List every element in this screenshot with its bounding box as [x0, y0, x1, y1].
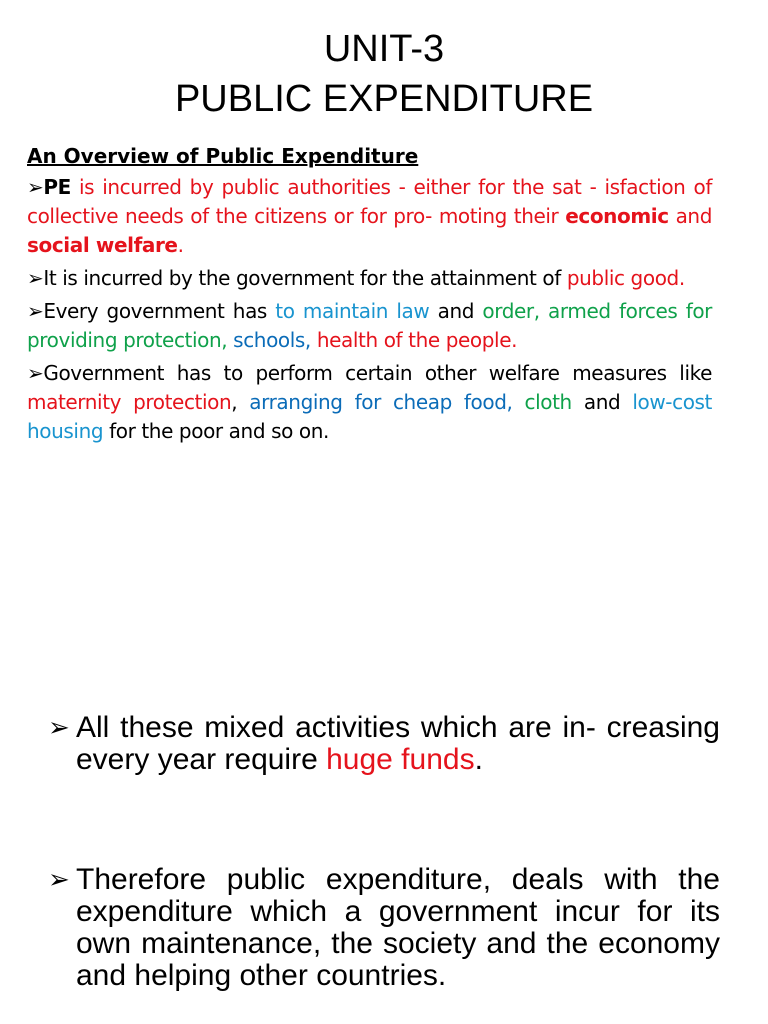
economic-term: economic [565, 204, 669, 228]
arrow-bullet-icon: ➢ [27, 266, 44, 290]
maternity-term: maternity protection [27, 390, 232, 414]
conclusion-text: Therefore public expenditure, deals with the expenditure which a government incur for its own maintenance, the society and the economy and helping other countries. [76, 863, 720, 992]
overview-point-government-duties [27, 297, 712, 355]
poor-text: for the poor and so on. [103, 419, 329, 443]
health-term: health of the people. [310, 328, 518, 352]
arrow-bullet-icon: ➢ [48, 713, 70, 743]
cloth-term: cloth [512, 390, 572, 414]
arrow-bullet-icon: ➢ [27, 299, 44, 323]
huge-funds-text: All these mixed activities which are in- creasing every year require [76, 711, 720, 776]
arrow-bullet-icon: ➢ [27, 361, 44, 385]
period: . [474, 743, 483, 776]
bottom-point-conclusion [48, 864, 720, 992]
schools-term: schools, [227, 328, 311, 352]
and-text: and [668, 204, 712, 228]
pe-definition: is incurred by public authorities - either for the sat - isfaction of collective needs of the citizens or for pro- moting their [27, 175, 712, 228]
title-unit: UNIT-3 [323, 28, 445, 70]
social-welfare-term: social welfare [27, 233, 178, 257]
and-text: and [571, 390, 633, 414]
slide-title [0, 24, 768, 124]
huge-funds-term: huge funds [326, 743, 475, 776]
public-good-text: It is incurred by the government for the attainment of [43, 266, 567, 290]
overview-heading: An Overview of Public Expenditure [27, 144, 419, 168]
title-main: PUBLIC EXPENDITURE [174, 78, 594, 120]
cheap-food-term: arranging for cheap food, [249, 390, 513, 414]
bottom-point-huge-funds [48, 712, 720, 776]
arrow-bullet-icon: ➢ [27, 175, 44, 199]
period: . [177, 233, 184, 257]
and-text: and [429, 299, 483, 323]
welfare-text: Government has to perform certain other welfare measures like [43, 361, 712, 385]
arrow-bullet-icon: ➢ [48, 865, 70, 895]
maintain-law-term: to maintain law [275, 299, 430, 323]
duties-text: Every government has [43, 299, 276, 323]
huge-funds-paragraph [76, 712, 720, 776]
public-good-term: public good. [566, 266, 685, 290]
pe-term: PE [43, 175, 71, 199]
overview-point-public-good [27, 264, 712, 293]
order-armed-forces-term: order, armed forces for providing protection, [27, 299, 713, 352]
overview-point-welfare-measures [27, 359, 712, 446]
overview-point-pe [27, 173, 712, 260]
comma: , [231, 390, 250, 414]
overview-section [27, 142, 712, 450]
housing-term: low-cost housing [27, 390, 712, 443]
